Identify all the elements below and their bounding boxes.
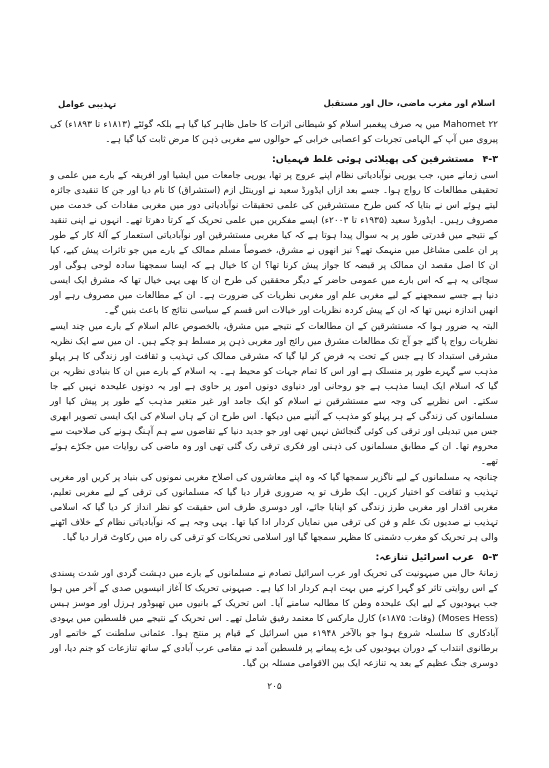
paragraph: اسی زمانے میں، جب یورپی نوآبادیاتی نظام اپنے عروج پر تھا، یورپی جامعات میں ایشیا اور افریقہ کے بارے میں علمی و تحقیقی مطالعات کا رواج ہوا۔ جسے بعد ازاں ایڈورڈ سعید نے اورینٹل ازم (استشراق) کا نام دیا اور جن کا تنقیدی جائزہ لیتے ہوئے اس نے بتایا کہ کس طرح مستشرقین کی علمی تحقیقات نوآبادیاتی دور میں مغربی مفادات کی خدمت میں مصروف رہیں۔ ایڈورڈ سعید (۱۹۳۵ء تا ۲۰۰۳ء) ایسے مفکرین میں علمی تحریک کے کرتا دھرتا تھے۔ انہوں نے اپنی تنقید کے نتیجے میں قدرتی طور پر یہ سوال پیدا ہوتا ہے کہ کیا مغربی مستشرقین اور نوآبادیاتی استعمار کے آلۂ کار کے طور پر ان علمی مشاغل میں منہمک تھے؟ نیز انھوں نے مشرق، خصوصاً مسلم ممالک کے بارے میں جو تاثرات پیش کیے، کیا ان کا اصل مقصد ان ممالک پر قبضہ کا جواز پیش کرنا تھا؟ ان کا خیال ہے کہ ایسا سمجھنا سادہ لوحی ہوگی اور سچائی یہ ہے کہ اس بارے میں عمومی حاضر کے دیگر محققین کی طرح ان کا بھی یہی خیال تھا کہ مشرق ایک ایسی دنیا ہے جسے سمجھنے کے لیے مغربی علم اور مغربی نظریات کی ضرورت ہے۔ ان کے مطالعات میں مصروف رہے اور انھیں اندازہ نہیں تھا کہ ان کے پیش کردہ نظریات اور خیالات اس قسم کے سیاسی نتائج کا باعث بنیں گے۔: [50, 171, 499, 316]
running-header: [58, 96, 495, 112]
page-number: ۲۰۵: [267, 682, 282, 692]
paragraph: Mahomet ۲۲ میں یہ صرف پیغمبر اسلام کو شیطانی اثرات کا حامل ظاہر کیا گیا ہے بلکہ گوئٹے (۱۸۱۳ء تا ۱۸۹۳ء) کی پیروی میں آپ کے الہامی تجربات کو اعصابی خرابی کے حوالوں سے مغربی ذہن کا مرض ثابت کیا گیا ہے۔: [50, 120, 499, 145]
section-heading: [50, 550, 498, 565]
chapter-title: تہذیبی عوامل: [58, 99, 117, 110]
paragraph: البتہ یہ ضرور ہوا کہ مستشرقین کے ان مطالعات کے نتیجے میں مشرق، بالخصوص عالم اسلام کے بارے میں چند ایسے نظریات رواج پا گئے جو آج تک مطالعات مشرق میں رائج اور مغربی ذہن پر مسلط ہو چکے ہیں۔ ان میں سے ایک نظریہ مشرقی استبداد کا ہے جس کے تحت یہ فرض کر لیا گیا کہ مشرقی ممالک کی تہذیب و ثقافت اور زندگی کا ہر پہلو مذہب سے گہرے طور پر منسلک ہے اور اس کا تمام جہات کو محیط ہے۔ یہ اسلام کے بارے میں ان کا بنیادی نظریہ بن گیا کہ اسلام ایک ایسا مذہب ہے جو روحانی اور دنیاوی دونوں امور پر حاوی ہے اور یہ دونوں علیحدہ نہیں کیے جا سکتے۔ اس نظریے کی وجہ سے مستشرقین نے اسلام کو ایک جامد اور غیر متغیر مذہب کے طور پر پیش کیا اور مسلمانوں کی زندگی کے ہر پہلو کو مذہب کے آئینے میں دیکھا۔ اس طرح ان کے ہاں اسلام کی ایک ایسی تصویر ابھری جس میں تبدیلی اور ترقی کی کوئی گنجائش نہیں تھی اور جو جدید دنیا کے تقاضوں سے ہم آہنگ ہونے کی صلاحیت سے محروم تھا۔ ان کے مطابق مسلمانوں کی ذہنی اور فکری ترقی رک گئی تھی اور وہ ماضی کی روایات میں جکڑے ہوئے تھے۔: [50, 322, 498, 467]
section-number: ۵-۳: [482, 552, 498, 563]
section-title: مستشرقین کی پھیلائی ہوئی غلط فہمیاں:: [271, 154, 475, 165]
section-title: عرب اسرائیل تنازعہ:: [375, 552, 475, 563]
section-number: ۴-۳: [482, 154, 498, 165]
body-text: [50, 118, 498, 673]
section-heading: [50, 152, 498, 167]
paragraph: چنانچہ یہ مسلمانوں کے لیے ناگزیر سمجھا گیا کہ وہ اپنے معاشروں کی اصلاح مغربی نمونوں کی بنیاد پر کریں اور مغربی تہذیب و ثقافت کو اختیار کریں۔ ایک طرف تو یہ ضروری قرار دیا گیا کہ مسلمانوں کی ترقی کے لیے مغربی تعلیم، مغربی اقدار اور مغربی طرز زندگی کو اپنایا جائے، اور دوسری طرف اس حقیقت کو نظر انداز کر دیا گیا کہ اسلامی تہذیب نے صدیوں تک علم و فن کی ترقی میں نمایاں کردار ادا کیا تھا۔ یہی وجہ ہے کہ نوآبادیاتی نظام کے خلاف اٹھنے والی ہر تحریک کو مغرب دشمنی کا مظہر سمجھا گیا اور اسلامی تحریکات کو ترقی کی راہ میں رکاوٹ قرار دیا گیا۔: [50, 473, 498, 543]
book-title: اسلام اور مغرب ماضی، حال اور مستقبل: [323, 99, 495, 109]
paragraph: زمانۂ حال میں صیہونیت کی تحریک اور عرب اسرائیل تصادم نے مسلمانوں کے بارے میں دہشت گردی اور شدت پسندی کے اس روایتی تاثر کو گہرا کرنے میں بہت اہم کردار ادا کیا ہے۔ صیہونی تحریک کا آغاز انیسویں صدی کے آخر میں ہوا جب یہودیوں کے لیے ایک علیحدہ وطن کا مطالبہ سامنے آیا۔ اس تحریک کے بانیوں میں تھیوڈور ہرزل اور موسز ہیس (Moses Hess) (وفات: ۱۸۷۵ء) کارل مارکس کا معتمد رفیق شامل تھے۔ اس تحریک کے نتیجے میں فلسطین میں یہودی آبادکاری کا سلسلہ شروع ہوا جو بالآخر ۱۹۴۸ء میں اسرائیل کے قیام پر منتج ہوا۔ عثمانی سلطنت کے خاتمے اور برطانوی انتداب کے دوران یہودیوں کی بڑے پیمانے پر فلسطین آمد نے مقامی عرب آبادی کے ساتھ تنازعات کو جنم دیا، اور دوسری جنگ عظیم کے بعد یہ تنازعہ ایک بین الاقوامی مسئلہ بن گیا۔: [50, 569, 499, 669]
